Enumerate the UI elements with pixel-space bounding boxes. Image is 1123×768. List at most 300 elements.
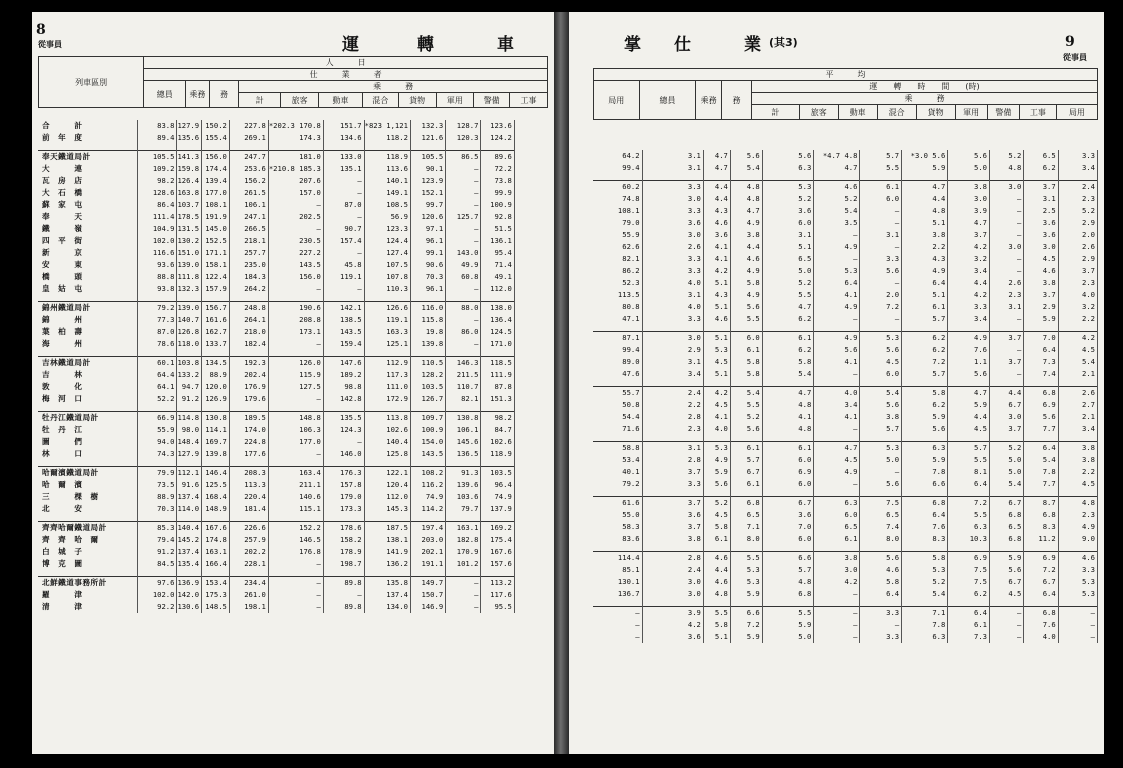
table-cell: 6.4: [948, 607, 990, 620]
table-cell: 3.3: [642, 205, 703, 217]
table-cell: *3.0 5.6: [902, 150, 948, 162]
table-cell: 4.7: [948, 217, 990, 229]
row-label: 吉林鐵道局計: [38, 357, 138, 370]
table-cell: 148.9: [202, 503, 230, 515]
table-cell: 4.1: [703, 411, 730, 423]
table-cell: —: [814, 253, 860, 265]
table-cell: 5.0: [860, 454, 902, 466]
table-row: [38, 271, 548, 283]
table-cell: 3.7: [642, 497, 703, 510]
table-cell: 96.4: [481, 479, 514, 491]
table-cell: 128.2: [410, 369, 445, 381]
page-number: 9: [1065, 34, 1075, 50]
table-cell: 86.2: [593, 265, 642, 277]
table-cell: —: [323, 211, 364, 223]
table-cell: —: [860, 241, 902, 253]
table-cell: 139.0: [177, 302, 202, 315]
table-cell: 4.5: [948, 423, 990, 435]
table-cell: 226.6: [229, 522, 268, 535]
left-page: [32, 12, 554, 754]
table-row: [38, 326, 548, 338]
table-cell: 114.0: [177, 503, 202, 515]
table-cell: 80.8: [593, 301, 642, 313]
table-cell: 124.4: [364, 235, 410, 247]
table-cell: 3.1: [762, 229, 814, 241]
table-cell: 82.1: [446, 393, 481, 405]
table-cell: 5.6: [990, 564, 1024, 576]
table-cell: 3.7: [1058, 265, 1097, 277]
table-cell: 6.3: [902, 631, 948, 643]
table-row: [38, 211, 548, 223]
table-cell: —: [446, 223, 481, 235]
table-cell: 117.6: [481, 589, 514, 601]
table-cell: 163.1: [202, 546, 230, 558]
table-cell: 113.5: [593, 289, 642, 301]
table-cell: 7.2: [902, 356, 948, 368]
table-cell: 5.1: [703, 631, 730, 643]
table-cell: 4.4: [990, 387, 1024, 400]
table-cell: 136.9: [177, 577, 202, 590]
table-cell: 6.9: [1024, 552, 1058, 565]
table-cell: 84.5: [138, 558, 177, 570]
table-cell: 107.8: [364, 271, 410, 283]
table-row: [593, 277, 1098, 289]
table-cell: 91.2: [138, 546, 177, 558]
table-cell: 4.5: [703, 356, 730, 368]
table-cell: 5.8: [730, 277, 762, 289]
table-cell: 123.9: [410, 175, 445, 187]
table-cell: 8.1: [948, 466, 990, 478]
table-cell: 103.6: [446, 491, 481, 503]
table-cell: 105.5: [410, 151, 445, 164]
table-cell: 6.3: [762, 162, 814, 174]
table-cell: 5.8: [902, 387, 948, 400]
table-cell: 3.1: [860, 229, 902, 241]
table-row: [593, 509, 1098, 521]
table-cell: 73.5: [138, 479, 177, 491]
table-cell: 114.2: [410, 503, 445, 515]
table-cell: 4.7: [948, 387, 990, 400]
corner-label: 從事員: [38, 40, 62, 49]
table-cell: 6.6: [730, 607, 762, 620]
table-cell: 118.9: [481, 448, 514, 460]
table-cell: 3.7: [642, 466, 703, 478]
table-cell: 3.7: [990, 423, 1024, 435]
table-cell: —: [990, 205, 1024, 217]
table-cell: 97.1: [410, 223, 445, 235]
table-cell: 2.1: [1058, 368, 1097, 380]
table-cell: 142.0: [177, 589, 202, 601]
table-cell: 96.1: [410, 283, 445, 295]
table-cell: 4.9: [948, 332, 990, 345]
col-3: 務: [721, 81, 751, 120]
table-cell: 202.1: [410, 546, 445, 558]
table-cell: 5.7: [860, 423, 902, 435]
table-cell: 99.4: [593, 344, 642, 356]
table-cell: 111.9: [481, 369, 514, 381]
table-cell: 257.9: [229, 534, 268, 546]
table-cell: 55.9: [593, 229, 642, 241]
table-cell: 85.3: [138, 522, 177, 535]
table-cell: 3.4: [948, 313, 990, 325]
table-row: [38, 120, 548, 132]
row-label-header: 列車區別: [39, 57, 144, 108]
table-cell: 6.1: [703, 533, 730, 545]
table-cell: 3.6: [1024, 229, 1058, 241]
right-data-table: [593, 150, 1098, 643]
table-row: [593, 387, 1098, 400]
table-cell: 179.6: [229, 393, 268, 405]
table-cell: 71.4: [481, 259, 514, 271]
table-cell: 4.2: [642, 619, 703, 631]
table-cell: —: [268, 589, 323, 601]
table-cell: 174.0: [229, 424, 268, 436]
table-cell: 4.8: [730, 193, 762, 205]
row-label: 葉 柏 壽: [38, 326, 138, 338]
table-cell: 4.1: [703, 253, 730, 265]
table-cell: 4.7: [762, 301, 814, 313]
row-label: 敦 化: [38, 381, 138, 393]
col-3: 計: [239, 93, 281, 108]
table-cell: 3.3: [642, 181, 703, 194]
table-cell: 4.1: [814, 411, 860, 423]
table-cell: 108.1: [202, 199, 230, 211]
table-cell: 136.1: [481, 235, 514, 247]
table-cell: 203.0: [410, 534, 445, 546]
row-label: 齊齊哈爾鐵道局計: [38, 522, 138, 535]
table-cell: 66.9: [138, 412, 177, 425]
table-cell: 178.6: [323, 522, 364, 535]
table-cell: 133.2: [177, 369, 202, 381]
table-cell: 6.8: [902, 497, 948, 510]
table-cell: 122.1: [364, 467, 410, 480]
table-cell: *210.8 185.3: [268, 163, 323, 175]
table-cell: 45.8: [323, 259, 364, 271]
table-cell: —: [990, 253, 1024, 265]
table-row: [38, 558, 548, 570]
table-cell: 113.2: [481, 577, 514, 590]
table-cell: 125.8: [364, 448, 410, 460]
table-cell: 70.3: [138, 503, 177, 515]
table-cell: 4.5: [860, 356, 902, 368]
table-cell: —: [990, 265, 1024, 277]
table-cell: —: [446, 338, 481, 350]
table-cell: 3.0: [1024, 241, 1058, 253]
table-cell: —: [814, 478, 860, 490]
table-cell: 110.5: [410, 357, 445, 370]
table-cell: 126.8: [177, 326, 202, 338]
table-cell: 5.3: [1058, 576, 1097, 588]
table-cell: —: [860, 205, 902, 217]
table-row: [38, 381, 548, 393]
header-sub: 乘 務: [751, 93, 1097, 105]
table-cell: 4.7: [902, 181, 948, 194]
header-top: 人 日: [144, 57, 548, 69]
table-cell: 3.2: [948, 253, 990, 265]
table-cell: 176.9: [229, 381, 268, 393]
table-cell: 4.7: [730, 205, 762, 217]
table-cell: 198.1: [229, 601, 268, 613]
table-cell: 6.7: [990, 497, 1024, 510]
table-cell: 5.4: [990, 478, 1024, 490]
table-cell: 3.3: [642, 478, 703, 490]
table-cell: 91.3: [446, 467, 481, 480]
table-cell: 156.2: [229, 175, 268, 187]
table-cell: 5.6: [948, 150, 990, 162]
table-cell: 3.0: [642, 229, 703, 241]
table-cell: 99.7: [410, 199, 445, 211]
table-cell: 173.3: [323, 503, 364, 515]
table-cell: 5.8: [703, 619, 730, 631]
row-label: 牡 丹 江: [38, 424, 138, 436]
table-cell: 3.6: [642, 217, 703, 229]
table-cell: 8.0: [860, 533, 902, 545]
table-cell: 4.8: [902, 205, 948, 217]
table-cell: 7.3: [948, 631, 990, 643]
table-cell: 4.2: [948, 241, 990, 253]
table-cell: 2.3: [1058, 193, 1097, 205]
table-cell: 131.5: [177, 223, 202, 235]
table-row: [593, 229, 1098, 241]
table-cell: 6.1: [902, 301, 948, 313]
table-row: [593, 289, 1098, 301]
table-cell: —: [323, 247, 364, 259]
table-cell: 118.0: [177, 338, 202, 350]
table-cell: 110.3: [364, 283, 410, 295]
table-cell: 5.7: [762, 564, 814, 576]
table-cell: 5.3: [730, 564, 762, 576]
table-cell: 3.2: [1058, 301, 1097, 313]
table-cell: 148.8: [268, 412, 323, 425]
table-cell: 5.3: [860, 442, 902, 455]
table-cell: 54.4: [593, 411, 642, 423]
row-label: 錦州鐵道局計: [38, 302, 138, 315]
table-cell: 5.1: [762, 241, 814, 253]
table-cell: 174.4: [202, 163, 230, 175]
table-cell: 89.0: [593, 356, 642, 368]
table-cell: 182.4: [229, 338, 268, 350]
row-label: 三 棵 樹: [38, 491, 138, 503]
table-row: [38, 522, 548, 535]
table-row: [38, 132, 548, 144]
table-cell: 3.8: [1024, 277, 1058, 289]
table-cell: 5.3: [730, 576, 762, 588]
table-cell: 4.2: [948, 289, 990, 301]
table-row: [593, 497, 1098, 510]
table-cell: 5.1: [703, 277, 730, 289]
table-row: [593, 301, 1098, 313]
row-label: 合 計: [38, 120, 138, 132]
table-row: [593, 478, 1098, 490]
table-cell: 148.5: [202, 601, 230, 613]
col-4: 計: [751, 105, 799, 120]
table-cell: 79.0: [593, 217, 642, 229]
table-cell: 5.9: [1024, 313, 1058, 325]
title-char-3: 車: [497, 35, 516, 55]
table-cell: 7.3: [1024, 356, 1058, 368]
table-cell: —: [860, 313, 902, 325]
table-cell: 4.3: [902, 253, 948, 265]
table-row: [593, 265, 1098, 277]
table-cell: 3.3: [1058, 564, 1097, 576]
table-cell: 5.1: [703, 332, 730, 345]
table-cell: 6.2: [948, 588, 990, 600]
table-cell: 124.3: [323, 424, 364, 436]
table-cell: 6.5: [762, 253, 814, 265]
table-cell: 2.8: [642, 454, 703, 466]
table-cell: 4.8: [1058, 497, 1097, 510]
table-row: [38, 424, 548, 436]
table-cell: 149.7: [410, 577, 445, 590]
table-cell: *202.3 170.8: [268, 120, 323, 132]
table-cell: 167.6: [202, 522, 230, 535]
title-char-2: 轉: [417, 35, 436, 55]
table-cell: 145.3: [364, 503, 410, 515]
table-cell: 3.6: [762, 205, 814, 217]
table-cell: 5.0: [948, 162, 990, 174]
table-cell: 120.3: [446, 132, 481, 144]
table-cell: —: [323, 175, 364, 187]
table-cell: 6.1: [948, 619, 990, 631]
table-cell: 3.8: [902, 229, 948, 241]
table-cell: 6.6: [902, 478, 948, 490]
table-cell: 106.1: [229, 199, 268, 211]
table-cell: 87.0: [138, 326, 177, 338]
table-row: [38, 503, 548, 515]
table-cell: 2.2: [902, 241, 948, 253]
table-cell: 189.2: [323, 369, 364, 381]
table-cell: 87.8: [481, 381, 514, 393]
table-cell: 5.2: [1058, 205, 1097, 217]
table-cell: 5.5: [730, 552, 762, 565]
table-cell: 106.3: [268, 424, 323, 436]
table-cell: 2.2: [1058, 313, 1097, 325]
table-cell: 5.9: [730, 588, 762, 600]
table-cell: 230.5: [268, 235, 323, 247]
table-cell: 2.3: [1058, 277, 1097, 289]
table-cell: 126.7: [410, 393, 445, 405]
table-cell: 52.2: [138, 393, 177, 405]
table-row: [593, 454, 1098, 466]
table-cell: 157.0: [268, 187, 323, 199]
table-cell: 140.4: [177, 522, 202, 535]
table-cell: 126.4: [177, 175, 202, 187]
row-label: 牡丹江鐵道局計: [38, 412, 138, 425]
table-cell: 91.2: [177, 393, 202, 405]
table-cell: 162.7: [202, 326, 230, 338]
row-label: 新 京: [38, 247, 138, 259]
table-cell: —: [446, 235, 481, 247]
table-cell: —: [1058, 607, 1097, 620]
table-cell: 130.2: [177, 235, 202, 247]
table-cell: 140.1: [364, 175, 410, 187]
table-cell: 102.0: [138, 235, 177, 247]
table-cell: 123.6: [481, 120, 514, 132]
table-cell: 142.8: [323, 393, 364, 405]
table-cell: 125.7: [446, 211, 481, 223]
table-cell: 4.9: [730, 265, 762, 277]
table-cell: 71.6: [593, 423, 642, 435]
col-8: 貨物: [916, 105, 955, 120]
table-cell: 104.9: [138, 223, 177, 235]
table-row: [38, 589, 548, 601]
table-row: [593, 356, 1098, 368]
col-10: 警備: [987, 105, 1019, 120]
table-cell: 6.4: [860, 588, 902, 600]
table-cell: 78.6: [138, 338, 177, 350]
table-cell: 3.6: [642, 631, 703, 643]
table-cell: 157.6: [481, 558, 514, 570]
table-cell: 174.8: [202, 534, 230, 546]
table-cell: —: [268, 338, 323, 350]
table-cell: 145.0: [202, 223, 230, 235]
table-cell: 5.8: [902, 552, 948, 565]
table-cell: 138.5: [323, 314, 364, 326]
table-cell: 74.9: [481, 491, 514, 503]
table-cell: 146.5: [268, 534, 323, 546]
table-cell: 86.5: [446, 151, 481, 164]
table-cell: 4.6: [1024, 265, 1058, 277]
table-cell: 5.6: [703, 478, 730, 490]
table-cell: 6.1: [860, 181, 902, 194]
table-cell: 6.3: [902, 442, 948, 455]
col-9: 警備: [474, 93, 510, 108]
table-cell: 168.4: [202, 491, 230, 503]
table-row: [593, 241, 1098, 253]
table-row: [593, 564, 1098, 576]
table-cell: 163.3: [364, 326, 410, 338]
table-cell: 3.4: [1058, 162, 1097, 174]
table-cell: 79.9: [138, 467, 177, 480]
table-cell: 2.2: [1058, 466, 1097, 478]
table-cell: 170.9: [446, 546, 481, 558]
table-cell: 55.9: [138, 424, 177, 436]
table-cell: 7.6: [948, 344, 990, 356]
table-row: [593, 181, 1098, 194]
table-cell: 111.0: [364, 381, 410, 393]
table-cell: 155.4: [202, 132, 230, 144]
col-12: 局用: [1056, 105, 1097, 120]
table-cell: 73.8: [481, 175, 514, 187]
table-cell: 3.3: [642, 253, 703, 265]
table-cell: 85.1: [593, 564, 642, 576]
table-cell: 79.2: [138, 302, 177, 315]
table-cell: 150.7: [410, 589, 445, 601]
table-cell: 173.1: [268, 326, 323, 338]
table-cell: 79.2: [593, 478, 642, 490]
table-cell: 4.1: [762, 411, 814, 423]
table-cell: 124.2: [481, 132, 514, 144]
table-cell: 3.8: [730, 229, 762, 241]
table-row: [593, 533, 1098, 545]
table-cell: 3.6: [762, 509, 814, 521]
table-cell: 5.3: [1058, 588, 1097, 600]
row-label: 橋 頭: [38, 271, 138, 283]
row-label: 大 連: [38, 163, 138, 175]
table-cell: 4.4: [703, 193, 730, 205]
table-cell: 6.1: [730, 478, 762, 490]
table-cell: 4.2: [814, 576, 860, 588]
table-cell: 4.9: [814, 466, 860, 478]
table-cell: 4.9: [1058, 521, 1097, 533]
table-cell: —: [268, 223, 323, 235]
table-cell: 114.1: [202, 424, 230, 436]
table-cell: 264.1: [229, 314, 268, 326]
table-cell: 7.0: [1024, 332, 1058, 345]
table-cell: —: [990, 217, 1024, 229]
table-cell: 6.5: [1024, 150, 1058, 162]
table-cell: 4.7: [703, 162, 730, 174]
